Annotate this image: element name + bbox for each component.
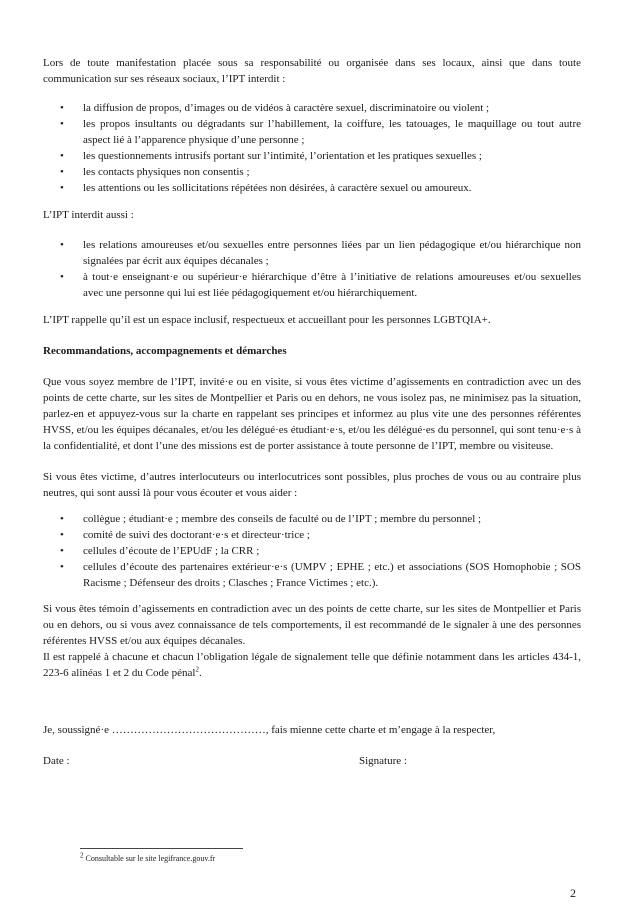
bullet-icon: • — [60, 150, 64, 162]
legal-obligation-paragraph: Il est rappelé à chacune et chacun l’obligation légale de signalement telle que définie notamment dans les articles 434-1, 223-6 alinéas 1 et 2 du Code pénal$^2$. — [43, 651, 581, 679]
footnote-text: Consultable sur le site legifrance.gouv.fr — [85, 854, 216, 863]
bullet-icon: • — [60, 182, 64, 194]
footnote — [80, 853, 215, 864]
list-item: • cellules d’écoute des partenaires extérieur·e·s (UMPV ; EPHE ; etc.) et associations (SOS Homophobie ; SOS Racisme ; Défenseur des droits ; Clasches ; France Victimes ; etc.). — [60, 561, 581, 589]
list-item: • les attentions ou les sollicitations répétées non désirées, à caractère sexuel ou amoureux. — [60, 182, 472, 194]
bullet-icon: • — [60, 271, 64, 283]
list-item: • les relations amoureuses et/ou sexuelles entre personnes liées par un lien pédagogique et/ou hiérarchique non signalées par écrit aux équipes décanales ; — [60, 239, 581, 267]
bullet-icon: • — [60, 239, 64, 251]
date-label: Date : — [43, 755, 70, 767]
contacts-paragraph: Si vous êtes victime, d’autres interlocuteurs ou interlocutrices sont possibles, plus proches de vous ou au contraire plus neutres, qui sont aussi là pour vous écouter et vous aider : — [43, 471, 581, 499]
section-heading: Recommandations, accompagnements et démarches — [43, 345, 287, 357]
bullet-icon: • — [60, 529, 64, 541]
bullet-icon: • — [60, 166, 64, 178]
list-item: • à tout·e enseignant·e ou supérieur·e hiérarchique d’être à l’initiative de relations amoureuses et/ou sexuelles avec une personne qui lui est liée pédagogiquement et/ou hiérarchiquement. — [60, 271, 581, 299]
bullet-icon: • — [60, 102, 64, 114]
footnote-ref: 2 — [195, 665, 199, 674]
page-number: 2 — [570, 886, 576, 900]
signature-label: Signature : — [359, 755, 407, 767]
contacts-list — [60, 511, 581, 591]
witness-paragraph: Si vous êtes témoin d’agissements en contradiction avec un des points de cette charte, sur les sites de Montpellier et Paris ou en dehors, ou si vous avez connaissance de tels comportements, il est recommandé de le signaler à une des personnes référentes HVSS et/ou aux équipes décanales. — [43, 603, 581, 647]
prohibited-list — [60, 100, 581, 196]
engagement-statement: Je, soussigné·e ……………………………………, fais mienne cette charte et m’engage à la respecter, — [43, 724, 496, 736]
bullet-icon: • — [60, 118, 64, 130]
list-item: • les contacts physiques non consentis ; — [60, 166, 250, 178]
intro-paragraph: Lors de toute manifestation placée sous sa responsabilité ou organisée dans ses locaux, ainsi que dans toute communication sur ses réseaux sociaux, l’IPT interdit : — [43, 57, 581, 85]
victim-paragraph: Que vous soyez membre de l’IPT, invité·e ou en visite, si vous êtes victime d’agissements en contradiction avec un des points de cette charte, sur les sites de Montpellier et Paris ou en dehors, ne vous isolez pas, ne minimisez pas la situation, parlez-en et appuyez-vous sur la charte en rappelant ses principes et informez au plus vite une des personnes référentes HVSS, et/ou les équipes décanales, et/ou les délégué·es étudiant·e·s, et/ou les délégué·es du personnel, qui sont tenu·e·s à la confidentialité, et dont l’une des missions est de porter assistance à toute personne de l’IPT, membre ou visiteuse. — [43, 376, 581, 452]
bullet-icon: • — [60, 545, 64, 557]
inclusivity-statement: L’IPT rappelle qu’il est un espace inclusif, respectueux et accueillant pour les personnes LGBTQIA+. — [43, 314, 491, 326]
also-prohibited-list — [60, 237, 581, 301]
list-item: • collègue ; étudiant·e ; membre des conseils de faculté ou de l’IPT ; membre du personnel ; — [60, 513, 482, 525]
list-item: • cellules d’écoute de l’EPUdF ; la CRR ; — [60, 545, 260, 557]
footnote-number: 2 — [80, 851, 84, 860]
bullet-icon: • — [60, 513, 64, 525]
list-item: • les questionnements intrusifs portant sur l’intimité, l’orientation et les pratiques sexuelles ; — [60, 150, 482, 162]
bullet-icon: • — [60, 561, 64, 573]
list-item: • les propos insultants ou dégradants sur l’habillement, la coiffure, les tatouages, le maquillage ou tout autre aspect lié à l’apparence physique d’une personne ; — [60, 118, 581, 146]
list-item: • comité de suivi des doctorant·e·s et directeur·trice ; — [60, 529, 310, 541]
also-prohibited-label: L’IPT interdit aussi : — [43, 209, 134, 221]
footnote-divider — [80, 848, 243, 849]
list-item: • la diffusion de propos, d’images ou de vidéos à caractère sexuel, discriminatoire ou violent ; — [60, 102, 490, 114]
